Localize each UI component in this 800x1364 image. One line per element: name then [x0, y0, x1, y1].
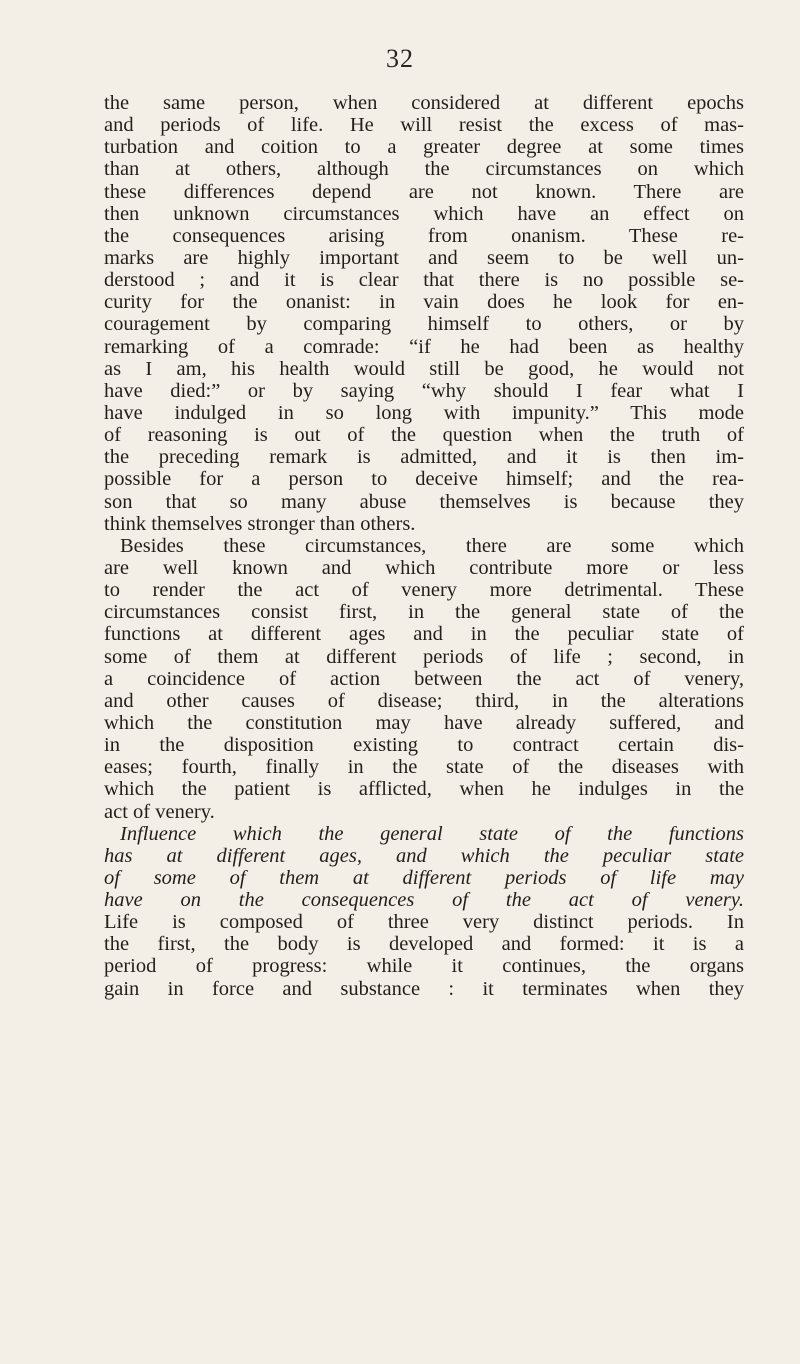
text-line: curity for the onanist: in vain does he look for en-: [104, 291, 744, 314]
text-line: gain in force and substance : it terminates when they: [104, 977, 744, 1000]
text-line: of reasoning is out of the question when the truth of: [104, 424, 744, 447]
text-line: circumstances consist first, in the general state of the: [104, 601, 744, 624]
text-line: of some of them at different periods of life may: [104, 866, 744, 889]
text-line: as I am, his health would still be good, he would not: [104, 357, 744, 380]
text-line: have died:” or by saying “why should I fear what I: [104, 379, 744, 402]
text-line: the same person, when considered at different epochs: [104, 92, 744, 114]
text-line: then unknown circumstances which have an effect on: [104, 202, 744, 225]
text-line: Life is composed of three very distinct periods. In: [104, 911, 744, 934]
text-line: are well known and which contribute more or less: [104, 556, 744, 579]
text-line: couragement by comparing himself to others, or by: [104, 313, 744, 336]
text-line: the consequences arising from onanism. These re-: [104, 224, 744, 247]
page-body-text: [104, 92, 744, 1000]
text-line: than at others, although the circumstances on which: [104, 158, 744, 181]
text-line: Besides these circumstances, there are some which: [120, 534, 744, 557]
text-line: remarking of a comrade: “if he had been as healthy: [104, 335, 744, 358]
text-line: possible for a person to deceive himself; and the rea-: [104, 468, 744, 491]
text-line: and periods of life. He will resist the excess of mas-: [104, 114, 744, 137]
text-line: to render the act of venery more detrimental. These: [104, 579, 744, 602]
text-line: have on the consequences of the act of venery.: [104, 889, 744, 912]
text-line: Influence which the general state of the functions: [120, 822, 744, 845]
text-line: marks are highly important and seem to be well un-: [104, 246, 744, 269]
text-line: some of them at different periods of life ; second, in: [104, 645, 744, 668]
text-line: functions at different ages and in the peculiar state of: [104, 623, 744, 646]
text-line: which the constitution may have already suffered, and: [104, 711, 744, 734]
text-line: which the patient is afflicted, when he indulges in the: [104, 778, 744, 801]
text-line: in the disposition existing to contract certain dis-: [104, 734, 744, 757]
text-line: the preceding remark is admitted, and it is then im-: [104, 446, 744, 469]
text-line: and other causes of disease; third, in the alterations: [104, 689, 744, 712]
text-line: think themselves stronger than others.: [104, 512, 416, 535]
text-line: these differences depend are not known. There are: [104, 180, 744, 203]
text-line: turbation and coition to a greater degree at some times: [104, 136, 744, 159]
text-line: has at different ages, and which the peculiar state: [104, 844, 744, 867]
text-line: have indulged in so long with impunity.” This mode: [104, 401, 744, 424]
text-line: eases; fourth, finally in the state of the diseases with: [104, 756, 744, 779]
page-number: 32: [386, 44, 414, 73]
text-line: son that so many abuse themselves is because they: [104, 490, 744, 513]
text-line: a coincidence of action between the act of venery,: [104, 667, 744, 690]
text-line: the first, the body is developed and formed: it is a: [104, 933, 744, 956]
text-line: derstood ; and it is clear that there is no possible se-: [104, 269, 744, 292]
text-line: period of progress: while it continues, the organs: [104, 955, 744, 978]
text-line: act of venery.: [104, 800, 215, 823]
